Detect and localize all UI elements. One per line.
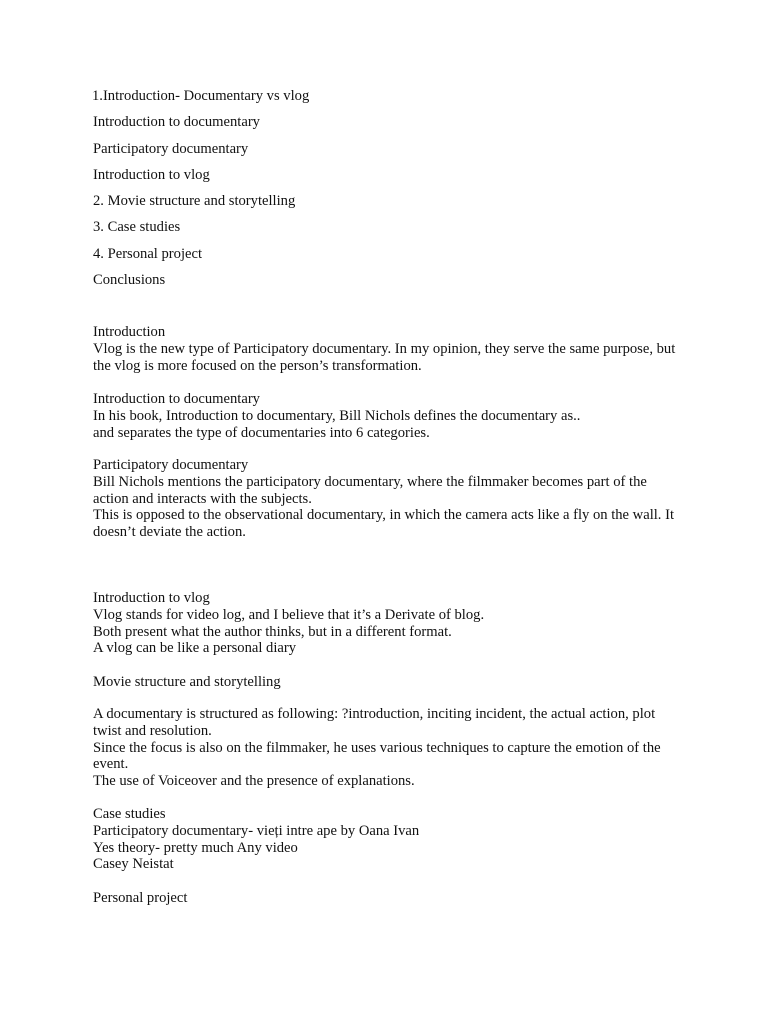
section-intro-documentary: [93, 391, 693, 441]
paragraph-line: and separates the type of documentaries into 6 categories.: [93, 424, 430, 441]
paragraph-line: Participatory documentary- vieți intre ape by Oana Ivan: [93, 822, 420, 839]
section-heading: Introduction to documentary: [93, 391, 260, 407]
section-heading: Personal project: [93, 890, 188, 906]
section-case-studies: [93, 806, 693, 873]
paragraph-line: Since the focus is also on the filmmaker, he uses various techniques to capture the emotion of the: [93, 739, 661, 756]
paragraph-line: This is opposed to the observational documentary, in which the camera acts like a fly on the wall. It: [93, 507, 675, 524]
section-movie-structure-heading: [93, 674, 693, 691]
paragraph-line: twist and resolution.: [93, 722, 212, 739]
toc-item: Introduction to documentary: [93, 114, 260, 131]
section-movie-structure: [93, 706, 693, 790]
paragraph-line: the vlog is more focused on the person’s transformation.: [93, 357, 422, 374]
paragraph-line: A documentary is structured as following: ?introduction, inciting incident, the actual action, plot: [93, 706, 656, 722]
toc-item: Conclusions: [93, 272, 166, 289]
toc-item: 2. Movie structure and storytelling: [93, 193, 296, 210]
table-of-contents: [93, 88, 309, 298]
paragraph-line: action and interacts with the subjects.: [93, 490, 312, 507]
toc-item: 4. Personal project: [93, 245, 203, 262]
paragraph-line: Casey Neistat: [93, 856, 174, 873]
paragraph-line: Vlog stands for video log, and I believe that it’s a Derivate of blog.: [93, 606, 485, 623]
paragraph-line: Both present what the author thinks, but in a different format.: [93, 623, 452, 640]
section-participatory: [93, 457, 693, 541]
section-intro-vlog: [93, 590, 693, 657]
toc-item: Participatory documentary: [93, 140, 249, 157]
paragraph-line: A vlog can be like a personal diary: [93, 640, 297, 657]
section-heading: Introduction to vlog: [93, 590, 210, 606]
paragraph-line: The use of Voiceover and the presence of explanations.: [93, 773, 415, 790]
paragraph-line: Bill Nichols mentions the participatory documentary, where the filmmaker becomes part of the: [93, 473, 647, 490]
toc-item: 3. Case studies: [93, 219, 181, 236]
paragraph-line: event.: [93, 756, 129, 773]
section-personal-project: [93, 890, 693, 907]
toc-item: Introduction to vlog: [93, 166, 210, 183]
section-heading: Participatory documentary: [93, 457, 249, 473]
section-introduction: [93, 324, 693, 374]
paragraph-line: Yes theory- pretty much Any video: [93, 839, 298, 856]
toc-item: 1.Introduction- Documentary vs vlog: [92, 88, 310, 104]
section-heading: Case studies: [93, 806, 166, 822]
section-heading: Introduction: [93, 324, 166, 340]
paragraph-line: In his book, Introduction to documentary, Bill Nichols defines the documentary as..: [93, 407, 581, 424]
section-heading: Movie structure and storytelling: [93, 674, 281, 690]
paragraph-line: Vlog is the new type of Participatory documentary. In my opinion, they serve the same purpose, but: [93, 340, 676, 357]
paragraph-line: doesn’t deviate the action.: [93, 524, 246, 541]
